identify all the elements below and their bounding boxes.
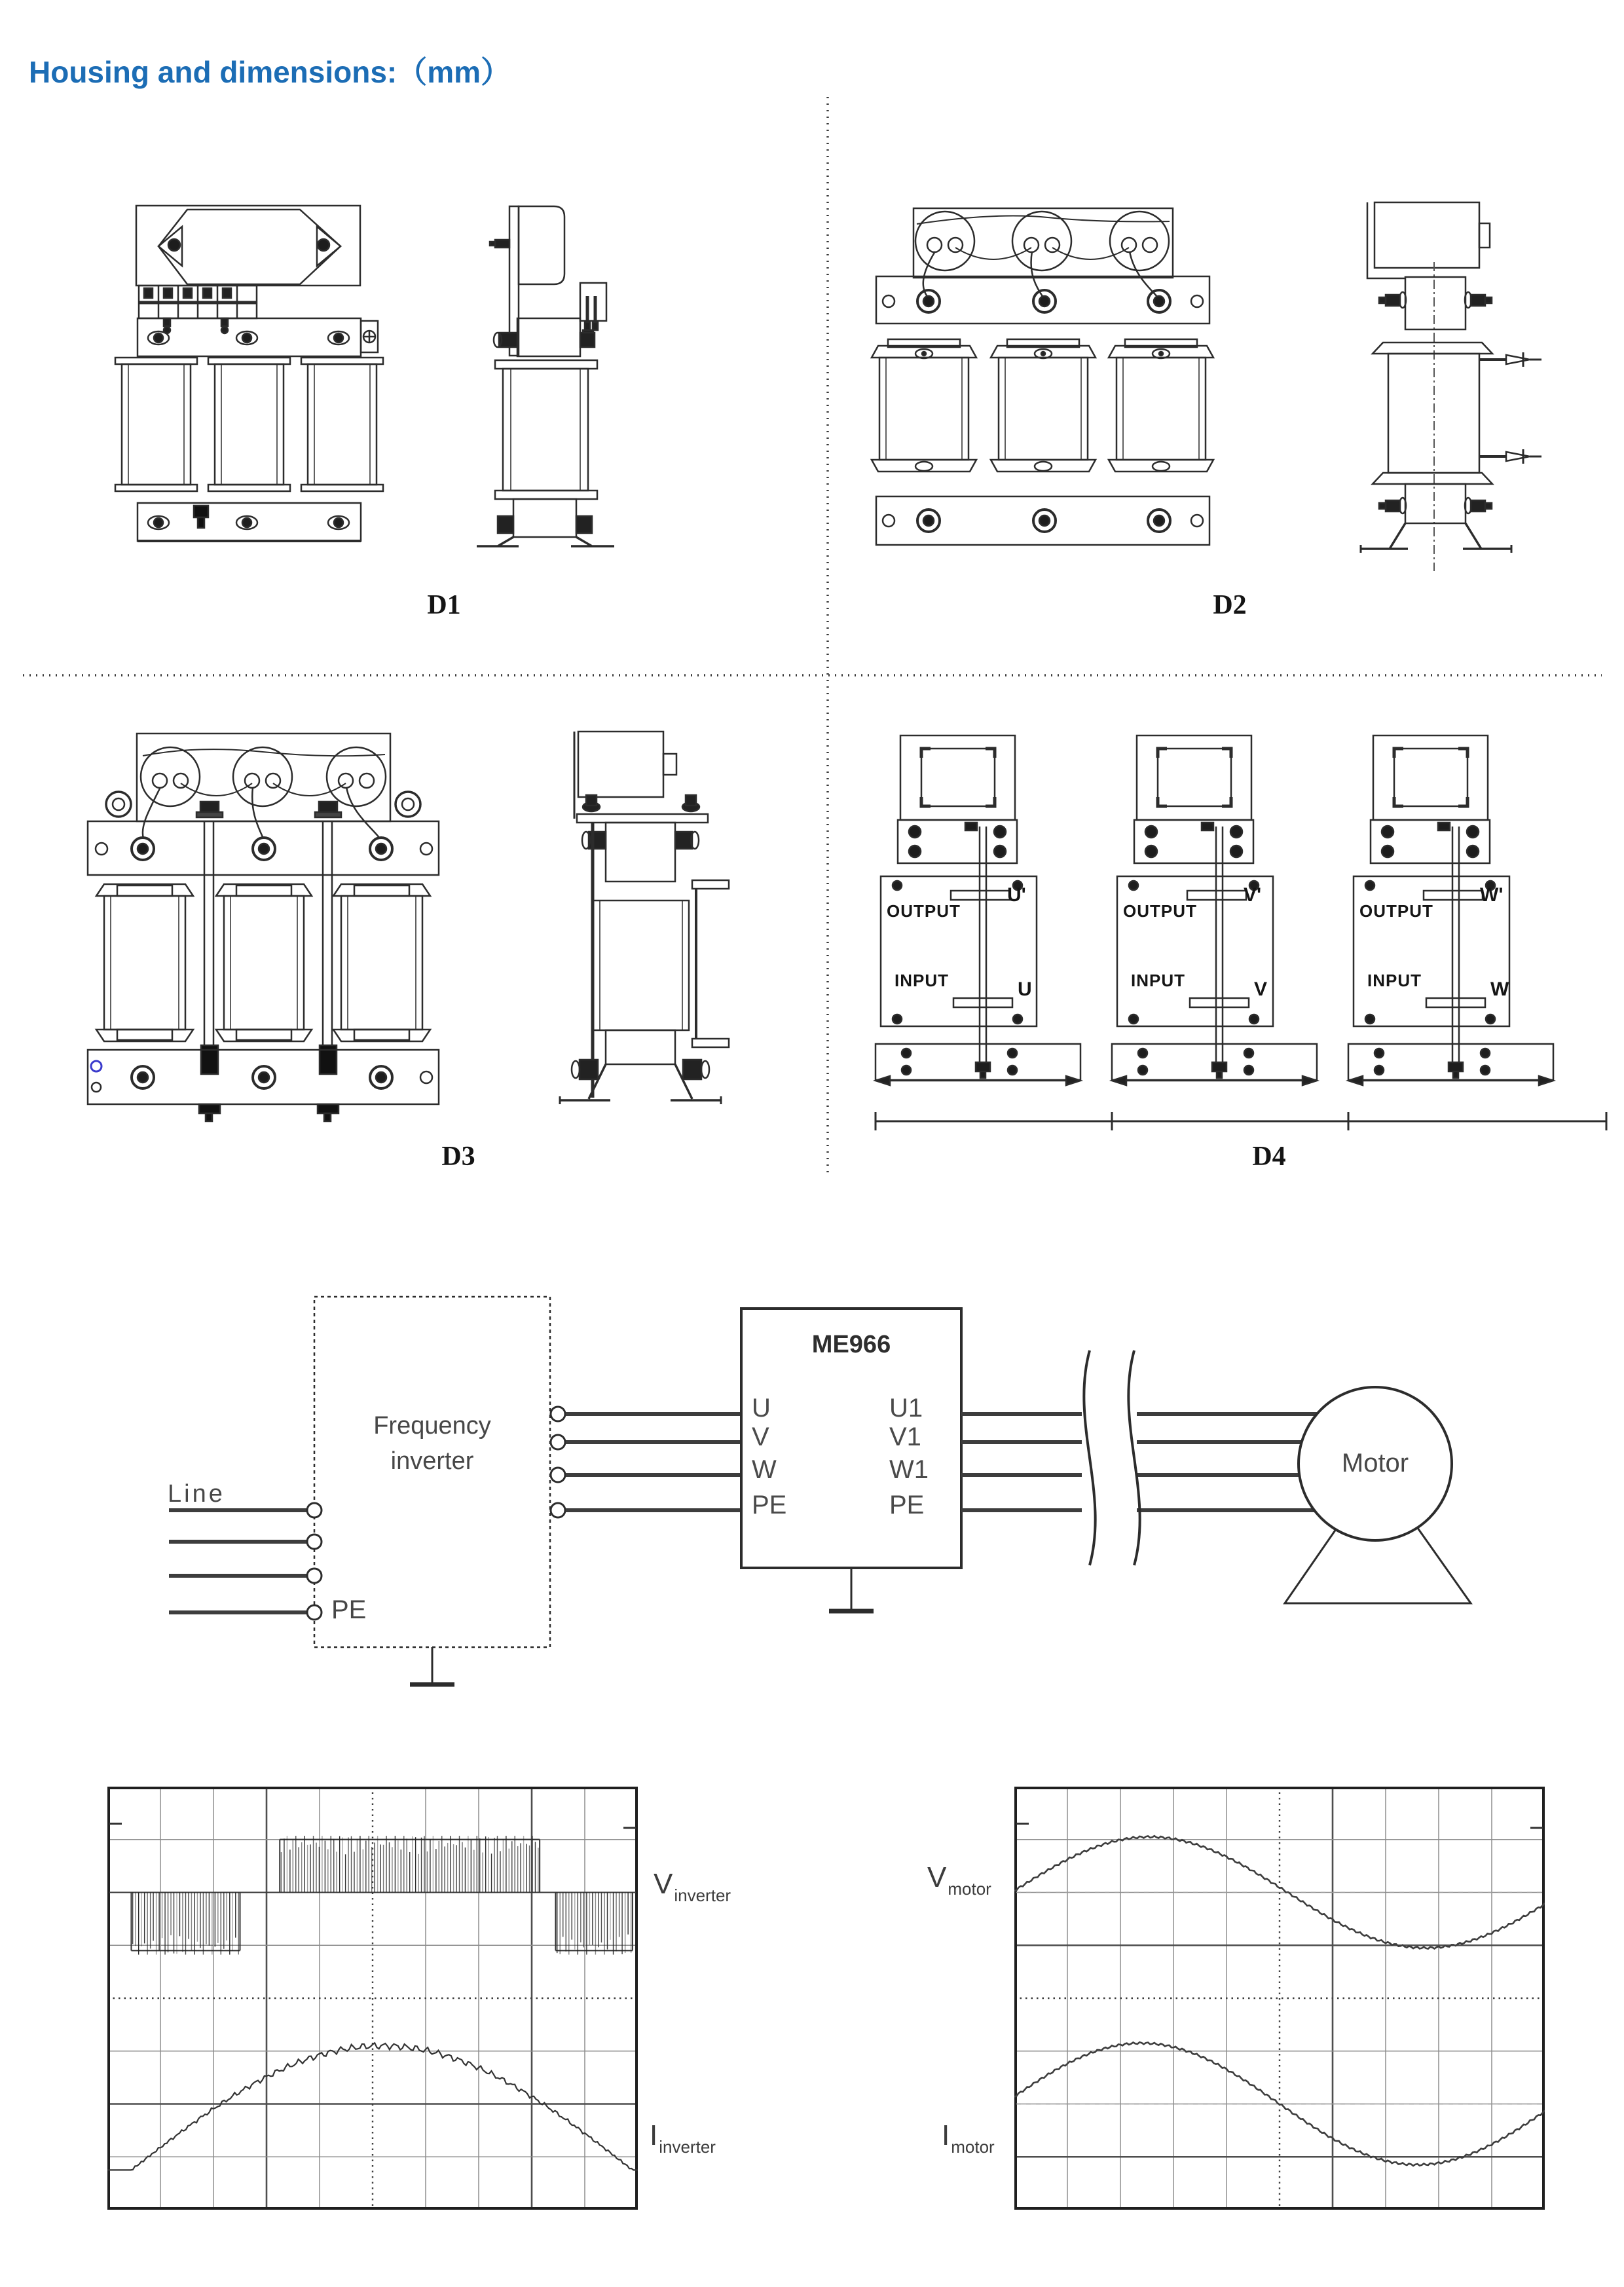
inverter-label-line2: inverter [390,1447,474,1475]
figure-label-d2: D2 [1213,590,1247,620]
pe-input-label: PE [331,1595,367,1624]
figure-label-d3: D3 [441,1142,475,1172]
d2-front-view-drawing [872,208,1213,545]
filter-out-v1: V1 [889,1422,921,1451]
inverter-oscilloscope-chart [107,1787,638,2210]
figure-label-d4: D4 [1252,1142,1286,1172]
d4-units-drawing [876,735,1606,1130]
d4-unit2-input-terminal: V [1254,978,1268,1000]
i-motor-label [942,2119,995,2157]
page-title: Housing and dimensions:（mm） [29,55,511,89]
figure-label-d1: D1 [427,590,461,620]
d3-front-view-drawing [88,734,439,1121]
v-inverter-label [654,1868,731,1905]
v-inverter-subscript: inverter [674,1886,731,1905]
d1-side-view-drawing [477,206,614,546]
d4-unit1-input-terminal: U [1018,978,1032,1000]
i-inverter-label [650,2119,716,2157]
v-motor-subscript: motor [948,1879,991,1899]
separator-lines [23,97,1602,1174]
d4-unit1-output-label: OUTPUT [887,901,961,921]
motor-label: Motor [1341,1449,1409,1478]
filter-out-w1: W1 [889,1455,929,1484]
d4-unit3-input-terminal: W [1490,978,1509,1000]
v-motor-symbol: V [927,1861,947,1893]
v-motor-label [927,1861,991,1899]
d4-unit1-output-terminal: U' [1007,884,1026,906]
d4-unit2-input-label: INPUT [1131,971,1185,990]
d4-unit3-output-terminal: W' [1480,884,1504,906]
d4-unit2-output-terminal: V' [1244,884,1262,906]
filter-in-w: W [752,1455,777,1484]
filter-in-pe: PE [752,1491,787,1519]
line-label: Line [168,1480,225,1508]
inverter-label-line1: Frequency [373,1412,491,1440]
filter-out-pe: PE [889,1491,925,1519]
filter-in-v: V [752,1422,769,1451]
d4-unit2-output-label: OUTPUT [1123,901,1197,921]
v-inverter-symbol: V [654,1868,673,1900]
i-motor-symbol: I [942,2119,950,2151]
motor-oscilloscope-chart [1014,1787,1545,2210]
d1-front-view-drawing [115,206,383,541]
cable-break-icon [1084,1350,1095,1565]
filter-out-u1: U1 [889,1394,923,1422]
d3-side-view-drawing [560,732,729,1104]
i-inverter-subscript: inverter [659,2137,716,2157]
d4-unit3-output-label: OUTPUT [1359,901,1433,921]
i-motor-subscript: motor [951,2137,995,2157]
d2-side-view-drawing [1361,202,1541,571]
filter-in-u: U [752,1394,771,1422]
d4-unit3-input-label: INPUT [1367,971,1422,990]
i-inverter-symbol: I [650,2119,658,2151]
filter-model-label: ME966 [811,1331,891,1358]
d4-unit1-input-label: INPUT [895,971,949,990]
